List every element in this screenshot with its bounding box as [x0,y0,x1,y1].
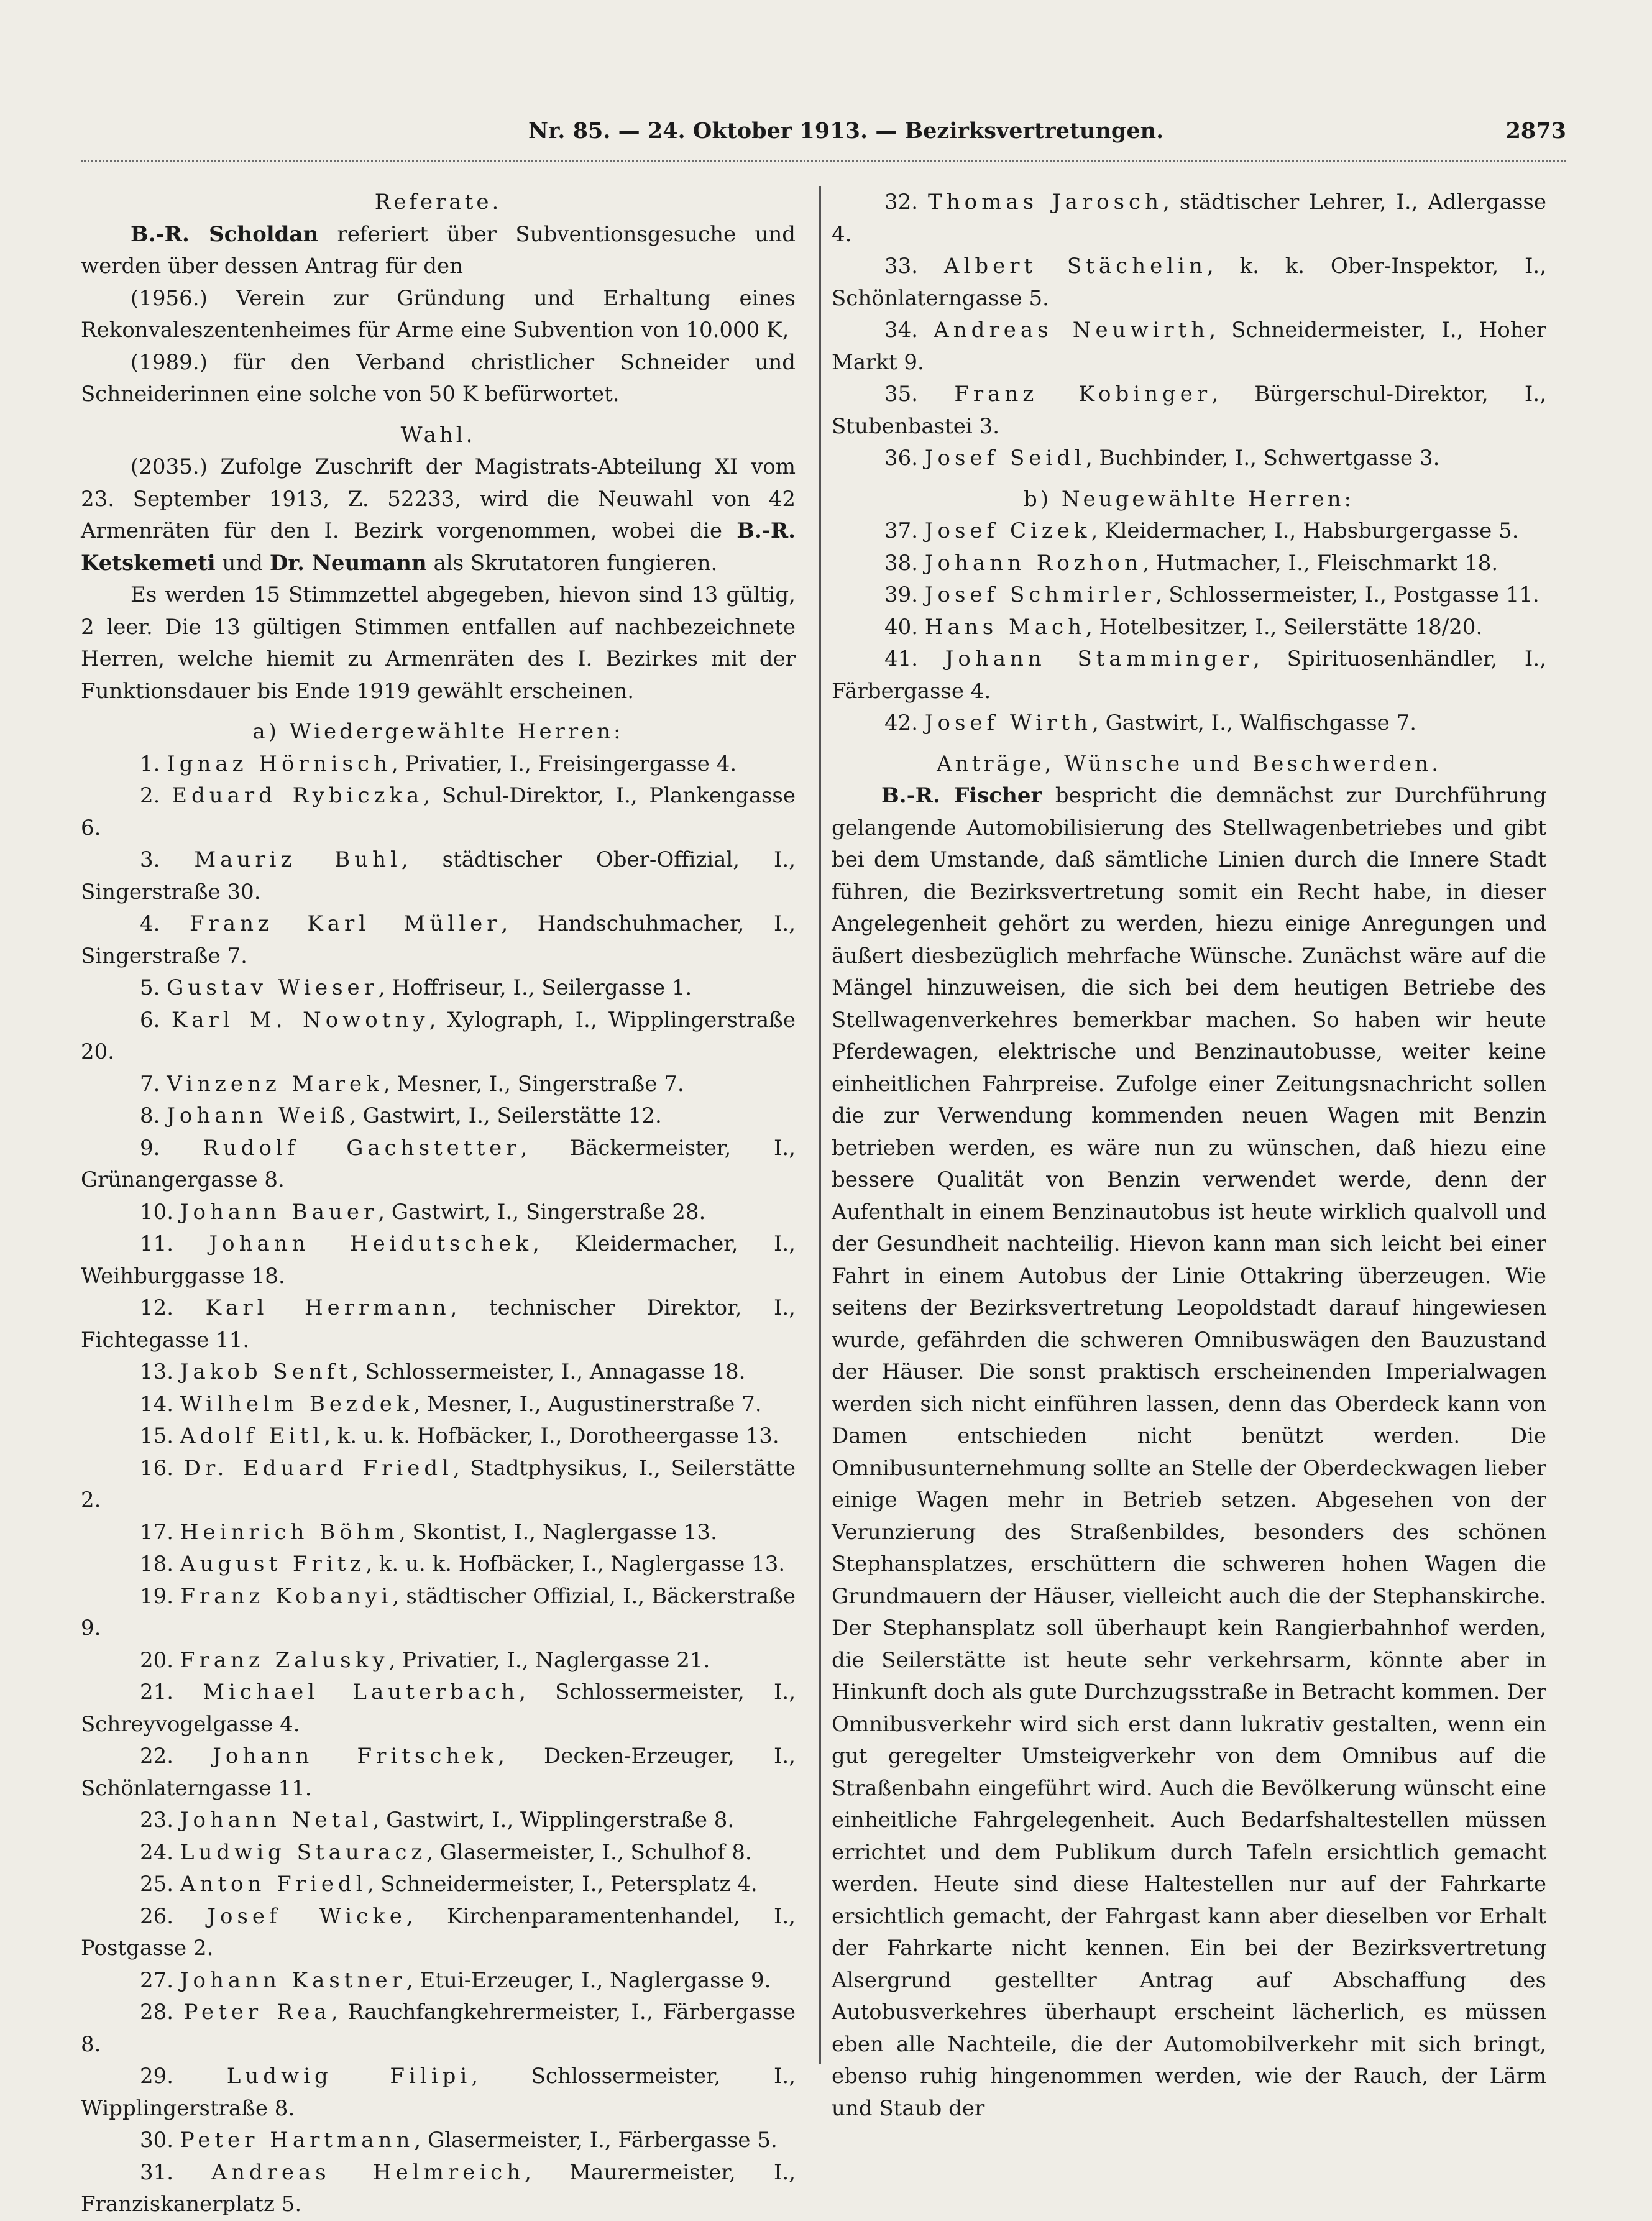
list-item-name: Adolf Eitl [180,1423,324,1448]
list-item-details: , Schneidermeister, I., Petersplatz 4. [367,1872,758,1897]
antrag-text: bespricht die demnächst zur Durchführung gelangende Automobilisierung des Stellwagenbetriebes und gibt bei dem Umstande, daß sämtliche Linien durch die Innere Stadt führen, die Bezirksvertretung somit ein Recht habe, in dieser Angelegenheit gehört zu werden, hiezu einige Anregungen und äußert diesbezüglich mehrfache Wünsche. Zunächst wäre auf die Mängel hinzuweisen, die sich bei dem heutigen Betriebe des Stellwagenverkehres bemerkbar machen. So haben wir heute Pferdewagen, elektrische und Benzinautobusse, weiter keine einheitlichen Fahrpreise. Zufolge einer Zeitungsnachricht sollen die zur Verwendung kommenden neuen Wagen mit Benzin betrieben werden, es wäre nun zu wünschen, daß hiezu eine bessere Qualität von Benzin verwendet werde, denn der Aufenthalt in einem Benzinautobus ist heute wirklich qualvoll und der Gesundheit nachteilig. Hievon kann man sich leicht bei einer Fahrt in einem Autobus der Linie Ottakring überzeugen. Wie seitens der Bezirksvertretung Leopoldstadt darauf hingewiesen wurde, gefährden die schweren Omnibuswägen den Bauzustand der Häuser. Die sonst praktisch erscheinenden Imperialwagen werden sich nicht einführen lassen, denn das Oberdeck kann von Damen entschieden nicht benützt werden. Die Omnibusunternehmung sollte an Stelle der Oberdeckwagen lieber einige Wagen mehr in Betrieb setzen. Abgesehen von der Verunzierung des Straßenbildes, besonders des schönen Stephansplatzes, erschüttern die schweren hohen Wagen die Grundmauern der Häuser, vielleicht auch die der Stephanskirche. Der Stephansplatz soll überhaupt kein Rangierbahnhof werden, die Seilerstätte ist heute sehr verkehrsarm, könnte aber in Hinkunft doch als gute Durchzugsstraße in Betracht kommen. Der Omnibusverkehr wird sich erst dann lukrativ gestalten, wenn ein gut geregelter Umsteigverkehr von dem Omnibus auf die Straßenbahn eingeführt wird. Auch die Bevölkerung wünscht eine einheitliche Fahrgelegenheit. Auch Bedarfshaltestellen müssen errichtet und dem Publikum durch Tafeln ersichtlich gemacht werden. Heute sind diese Haltestellen nur auf der Fahrkarte ersichtlich gemacht, der Fahrgast kann aber dieselben vor Erhalt der Fahrkarte nicht kennen. Ein bei der Bezirksvertretung Alsergrund gestellter Antrag auf Abschaffung des Autobusverkehres überhaupt erscheint lächerlich, es müssen eben alle Nachteile, die der Automobilverkehr mit sich bringt, ebenso ruhig hingenommen werden, wie der Rauch, der Lärm und Staub der [832,783,1546,2121]
list-item-number: 16. [140,1455,174,1481]
list-item-number: 35. [884,382,919,407]
member-list-a-continued [832,186,1546,475]
list-item-name: Johann Rozhon [924,550,1143,576]
list-item-number: 5. [140,975,160,1000]
list-item-name: Michael Lauterbach [203,1680,520,1704]
list-item-details: , Schlossermeister, I., Annagasse 18. [352,1359,746,1384]
list-item-details: , k. u. k. Hofbäcker, I., Dorotheergasse 13. [324,1423,779,1448]
list-item-name: Karl Herrmann [205,1295,451,1320]
list-item-details: , Skontist, I., Naglergasse 13. [398,1519,717,1545]
wahl-text-b: als Skrutatoren fungieren. [433,550,718,576]
list-item-details: , Hotelbesitzer, I., Seilerstätte 18/20. [1086,614,1483,640]
list-item [81,2061,796,2125]
list-item [81,972,796,1005]
list-item [832,643,1546,707]
list-item-number: 42. [884,710,919,735]
list-item [81,2125,796,2157]
list-item [81,1453,796,1517]
list-item [832,443,1546,475]
member-list-a [81,748,796,2221]
list-item [832,251,1546,315]
referate-item-1989: (1989.) für den Verband christlicher Schneider und Schneiderinnen eine solche von 50 K befürwortet. [81,349,796,407]
list-item [81,1740,796,1805]
list-item-name: Karl M. Nowotny [171,1007,429,1032]
list-item [81,1389,796,1421]
list-item [81,780,796,844]
list-item-number: 1. [140,751,160,776]
list-item-name: Rudolf Gachstetter [203,1135,521,1161]
header-rule [81,160,1566,168]
list-item-name: Vinzenz Marek [167,1071,383,1097]
list-item-details: , Kleidermacher, I., Habsburgergasse 5. [1091,518,1519,543]
list-item-details: , technischer Direktor, I., Fichtegasse 11. [81,1295,796,1353]
list-item-details: , Mesner, I., Singerstraße 7. [383,1071,684,1097]
list-item-details: , städtischer Ober-Offizial, I., Singerstraße 30. [81,847,796,904]
list-item-number: 15. [140,1423,174,1448]
list-item-number: 17. [140,1519,174,1545]
antrag-paragraph [832,780,1546,2125]
list-item-details: , städtischer Lehrer, I., Adlergasse 4. [832,190,1546,247]
referate-item-1956: (1956.) Verein zur Gründung und Erhaltung eines Rekonvaleszentenheimes für Arme eine Subvention von 10.000 K, [81,285,796,343]
list-item [81,1901,796,1965]
list-item [832,379,1546,443]
list-item-details: , Schneidermeister, I., Hoher Markt 9. [832,318,1546,375]
list-item-number: 22. [140,1744,174,1768]
header-title: Nr. 85. — 24. Oktober 1913. — Bezirksvertretungen. [528,118,1164,144]
list-item [81,1069,796,1101]
list-item-details: , Bäckermeister, I., Grünangergasse 8. [81,1135,796,1192]
list-item-details: , Kleidermacher, I., Weihburggasse 18. [81,1231,796,1289]
page-number: 2873 [1505,118,1566,144]
list-item-number: 28. [140,2000,174,2025]
heading-wiedergewaehlt: a) Wiedergewählte Herren: [252,719,624,744]
list-item-details: , Decken-Erzeuger, I., Schönlaterngasse 11. [81,1744,796,1801]
list-item-name: Johann Stamminger [945,646,1254,671]
list-item-name: Wilhelm Bezdek [180,1391,414,1417]
list-item-name: Josef Cizek [924,518,1091,543]
wahl-und: und [222,550,264,576]
list-item-name: Franz Kobanyi [180,1583,393,1609]
list-item-number: 10. [140,1199,174,1225]
list-item-number: 37. [884,518,919,543]
list-item-details: , Bürgerschul-Direktor, I., Stubenbastei 3. [832,382,1546,439]
list-item [81,1805,796,1837]
list-item-details: , Stadtphysikus, I., Seilerstätte 2. [81,1455,796,1512]
list-item-number: 31. [140,2159,174,2185]
list-item-details: , Etui-Erzeuger, I., Naglergasse 9. [406,1967,771,1993]
list-item-number: 11. [140,1231,174,1256]
list-item-name: Eduard Rybiczka [172,783,424,808]
list-item-number: 34. [884,318,919,343]
list-item-name: Josef Wicke [207,1903,406,1929]
list-item [832,612,1546,644]
list-item-name: Josef Seidl [924,446,1086,471]
list-item [81,1548,796,1581]
list-item-name: Peter Hartmann [180,2128,415,2153]
antrag-speaker: B.-R. Fischer [881,783,1042,808]
list-item-number: 39. [884,582,919,607]
list-item-name: Thomas Jarosch [928,190,1163,214]
list-item-number: 40. [884,614,919,640]
heading-antraege: Anträge, Wünsche und Beschwerden. [937,751,1441,776]
list-item-details: , k. k. Ober-Inspektor, I., Schönlaterngasse 5. [832,254,1546,311]
list-item-name: Franz Karl Müller [189,911,502,936]
list-item [81,1100,796,1133]
list-item-name: Franz Zalusky [180,1647,389,1673]
list-item-number: 25. [140,1872,174,1897]
right-column [832,186,1546,2125]
list-item [81,1005,796,1069]
page-header [81,112,1566,155]
list-item-details: , Schlossermeister, I., Postgasse 11. [1155,582,1540,607]
list-item-number: 29. [140,2064,174,2089]
list-item-name: Hans Mach [924,614,1086,640]
list-item-details: , Gastwirt, I., Singerstraße 28. [378,1199,706,1225]
list-item-details: , Maurermeister, I., Franziskanerplatz 5. [81,2159,796,2217]
list-item-details: , Buchbinder, I., Schwertgasse 3. [1085,446,1440,471]
list-item [81,1965,796,1997]
list-item-details: , Gastwirt, I., Wipplingerstraße 8. [372,1808,735,1832]
list-item-details: , Schlossermeister, I., Wipplingerstraße 8. [81,2064,796,2121]
list-item-number: 9. [140,1135,160,1161]
list-item [832,707,1546,740]
list-item-details: , Glasermeister, I., Schulhof 8. [426,1839,752,1865]
list-item-name: Josef Schmirler [924,582,1155,607]
list-item-details: , Glasermeister, I., Färbergasse 5. [414,2128,778,2153]
list-item-name: Andreas Neuwirth [934,318,1209,343]
list-item-number: 41. [884,646,919,671]
heading-neugewaehlt: b) Neugewählte Herren: [1024,486,1354,512]
list-item-name: Josef Wirth [924,710,1092,735]
wahl-paragraph-2: Es werden 15 Stimmzettel abgegeben, hievon sind 13 gültig, 2 leer. Die 13 gültigen Stimmen entfallen auf nachbezeichnete Herren, welche hiemit zu Armenräten des I. Bezirkes mit der Funktionsdauer bis Ende 1919 gewählt erscheinen. [81,582,796,704]
list-item-details: , Gastwirt, I., Seilerstätte 12. [349,1103,662,1128]
list-item-name: Ludwig Stauracz [180,1839,427,1865]
list-item-number: 13. [140,1359,174,1384]
list-item-name: Anton Friedl [180,1872,367,1897]
list-item-name: Johann Netal [180,1808,373,1832]
list-item-details: , städtischer Offizial, I., Bäckerstraße 9. [81,1583,796,1640]
list-item [81,1228,796,1292]
list-item-name: Dr. Eduard Friedl [183,1455,454,1481]
list-item-name: Johann Heidutschek [209,1231,533,1256]
list-item-number: 19. [140,1583,174,1609]
list-item-details: , Privatier, I., Freisingergasse 4. [391,751,737,776]
list-item-details: , Spirituosenhändler, I., Färbergasse 4. [832,646,1546,704]
list-item-details: , Hoffriseur, I., Seilergasse 1. [378,975,692,1000]
list-item-number: 2. [140,783,160,808]
list-item-name: Franz Kobinger [954,382,1212,407]
list-item [81,1645,796,1677]
list-item [81,1133,796,1197]
list-item-number: 21. [140,1680,174,1704]
list-item-details: , Mesner, I., Augustinerstraße 7. [413,1391,762,1417]
list-item-name: Albert Stächelin [943,254,1207,278]
heading-referate: Referate. [374,190,502,214]
list-item-number: 6. [140,1007,160,1032]
list-item-number: 24. [140,1839,174,1865]
list-item [81,1356,796,1389]
list-item [81,2157,796,2221]
list-item [81,1837,796,1869]
wahl-name-1: B.-R. Ketskemeti [81,518,796,576]
left-column [81,186,796,2221]
list-item-number: 4. [140,911,160,936]
list-item-name: August Fritz [180,1552,366,1576]
list-item [81,1581,796,1645]
list-item [81,1517,796,1549]
list-item-details: , Schul-Direktor, I., Plankengasse 6. [81,783,796,840]
list-item-name: Johann Bauer [180,1199,379,1225]
list-item-name: Johann Fritschek [213,1744,498,1768]
list-item-name: Ignaz Hörnisch [167,751,392,776]
list-item-name: Heinrich Böhm [180,1519,399,1545]
list-item-number: 36. [884,446,919,471]
column-divider [819,186,821,2064]
list-item-name: Gustav Wieser [167,975,379,1000]
list-item-number: 30. [140,2128,174,2153]
list-item [832,579,1546,612]
list-item [81,1197,796,1229]
list-item-number: 8. [140,1103,160,1128]
list-item-name: Jakob Senft [180,1359,352,1384]
list-item-details: , Handschuhmacher, I., Singerstraße 7. [81,911,796,968]
wahl-name-2: Dr. Neumann [269,550,427,576]
speaker-name: B.-R. Scholdan [131,221,319,247]
list-item [81,1420,796,1453]
member-list-b [832,515,1546,740]
list-item [832,548,1546,580]
list-item-name: Johann Kastner [180,1967,406,1993]
list-item-number: 14. [140,1391,174,1417]
list-item-number: 12. [140,1295,174,1320]
list-item [81,844,796,908]
list-item-details: , Hutmacher, I., Fleischmarkt 18. [1142,550,1498,576]
list-item [81,1997,796,2061]
list-item [81,1869,796,1901]
wahl-paragraph-1 [81,451,796,579]
list-item-details: , Schlossermeister, I., Schreyvogelgasse 4. [81,1680,796,1737]
list-item-number: 32. [884,190,919,214]
list-item-number: 27. [140,1967,174,1993]
list-item-details: , Privatier, I., Naglergasse 21. [388,1647,710,1673]
referate-intro [81,219,796,283]
list-item-details: , k. u. k. Hofbäcker, I., Naglergasse 13. [365,1552,786,1576]
list-item [81,1676,796,1740]
list-item-number: 3. [140,847,160,872]
list-item-details: , Xylograph, I., Wipplingerstraße 20. [81,1007,796,1064]
list-item [832,515,1546,548]
list-item-number: 26. [140,1903,174,1929]
list-item-number: 18. [140,1552,174,1576]
list-item-number: 33. [884,254,919,278]
heading-wahl: Wahl. [400,422,476,448]
list-item-number: 38. [884,550,919,576]
list-item-name: Johann Weiß [167,1103,350,1128]
list-item-name: Peter Rea [183,2000,331,2025]
list-item [81,1292,796,1356]
list-item [81,908,796,972]
referate-intro-text: referiert über Subventionsgesuche und werden über dessen Antrag für den [81,221,796,278]
list-item [832,186,1546,251]
list-item-details: , Rauchfangkehrermeister, I., Färbergasse 8. [81,2000,796,2057]
list-item-details: , Gastwirt, I., Walfischgasse 7. [1092,710,1417,735]
list-item [832,315,1546,379]
list-item-name: Mauriz Buhl [194,847,402,872]
list-item-number: 20. [140,1647,174,1673]
list-item-details: , Kirchenparamentenhandel, I., Postgasse 2. [81,1903,796,1961]
list-item-number: 7. [140,1071,160,1097]
list-item-name: Ludwig Filipi [226,2064,472,2089]
list-item-name: Andreas Helmreich [211,2159,525,2185]
wahl-text-a: (2035.) Zufolge Zuschrift der Magistrats-Abteilung XI vom 23. September 1913, Z. 52233, wird die Neuwahl von 42 Armenräten für den I. Bezirk vorgenommen, wobei die [81,454,796,543]
list-item-number: 23. [140,1808,174,1832]
list-item [81,748,796,781]
